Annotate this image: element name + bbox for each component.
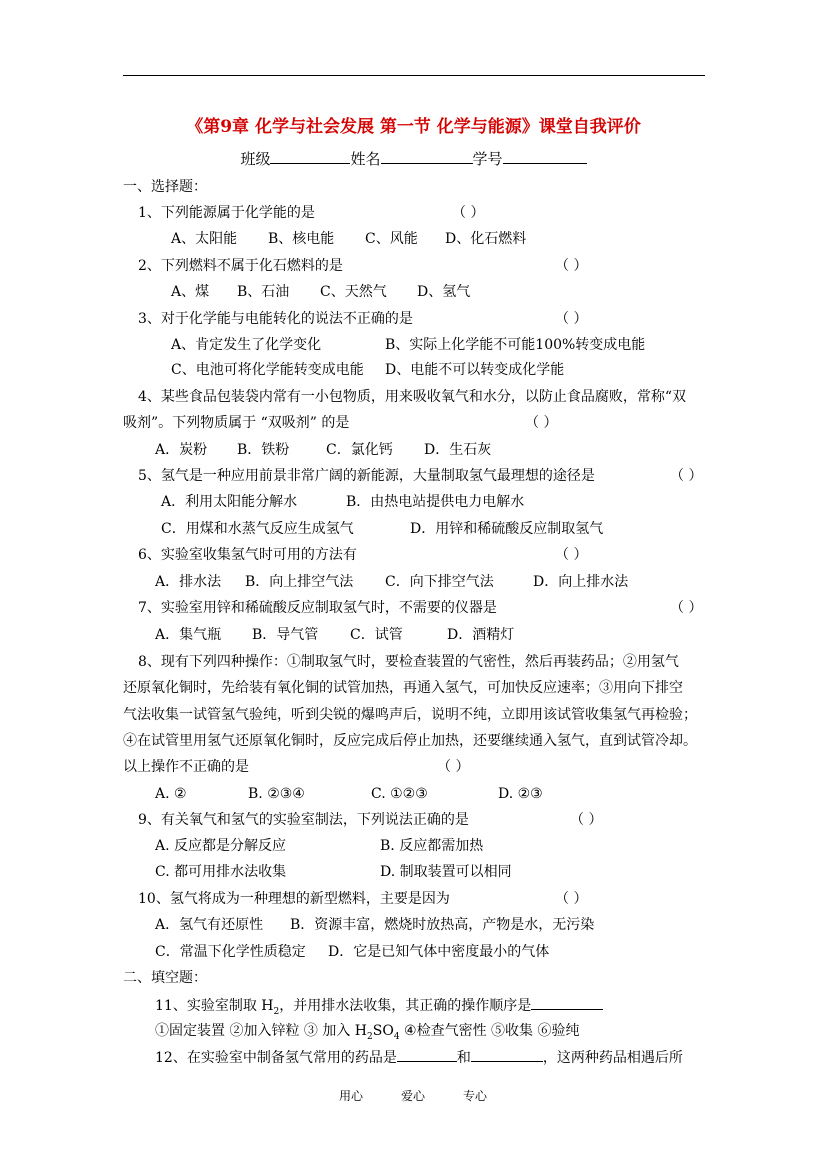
q2-option-b: B、石油 — [237, 284, 290, 300]
q9-option-a: A. 反应都是分解反应 — [155, 838, 287, 854]
question-5-paren: （ ） — [670, 468, 703, 484]
page-title: 《第9章 化学与社会发展 第一节 化学与能源》课堂自我评价 — [186, 117, 641, 137]
q7-option-b: B．导气管 — [252, 627, 319, 643]
section-choice: 一、选择题： — [123, 179, 207, 195]
q11-text-2: ，并用排水法收集，其正确的操作顺序是 — [279, 998, 532, 1014]
question-4-line-1: 4、某些食品包装袋内常有一小包物质，用来吸收氧气和水分，以防止食品腐败，常称“双 — [138, 389, 687, 405]
question-9: 9、有关氧气和氢气的实验室制法，下列说法正确的是 — [138, 812, 469, 828]
question-8-line-3: 气法收集一试管氢气验纯，听到尖锐的爆鸣声后，说明不纯，立即用该试管收集氢气再检验； — [123, 707, 697, 723]
q8-option-b: B. ②③④ — [248, 786, 305, 802]
q1-option-a: A、太阳能 — [171, 231, 238, 247]
question-2-paren: （ ） — [555, 258, 588, 274]
q6-option-c: C．向下排空气法 — [385, 574, 494, 590]
q5-option-a: A．利用太阳能分解水 — [161, 494, 298, 510]
q7-option-a: A．集气瓶 — [155, 627, 222, 643]
q3-option-c: C、电池可将化学能转变成电能 — [171, 362, 364, 378]
q9-option-b: B. 反应都需加热 — [380, 838, 484, 854]
q10-option-a: A．氢气有还原性 — [155, 917, 264, 933]
question-7-paren: （ ） — [670, 600, 703, 616]
q11-sub-2: 2 — [367, 1031, 373, 1042]
q11-options-3: ④检查气密性 ⑤收集 ⑥验纯 — [399, 1023, 580, 1039]
q2-option-d: D、氢气 — [417, 284, 471, 300]
q8-option-d: D. ②③ — [498, 786, 543, 802]
q8-option-c: C. ①②③ — [371, 786, 428, 802]
name-blank[interactable] — [381, 149, 473, 164]
q12-blank-1[interactable] — [397, 1047, 457, 1062]
q12-blank-2[interactable] — [471, 1047, 543, 1062]
question-3-paren: （ ） — [555, 311, 588, 327]
question-10: 10、氢气将成为一种理想的新型燃料，主要是因为 — [138, 891, 450, 907]
question-9-paren: （ ） — [570, 812, 603, 828]
q4-option-b: B．铁粉 — [237, 442, 290, 458]
footer-text-1: 用心 — [339, 1089, 364, 1103]
q3-option-d: D、电能不可以转变成化学能 — [385, 362, 565, 378]
q9-option-d: D. 制取装置可以相同 — [380, 864, 512, 880]
q7-option-c: C．试管 — [350, 627, 403, 643]
question-7: 7、实验室用锌和稀硫酸反应制取氢气时，不需要的仪器是 — [138, 600, 497, 616]
question-8-line-2: 还原氧化铜时，先给装有氧化铜的试管加热，再通入氢气，可加快反应速率；③用向下排空 — [123, 680, 683, 696]
q6-option-b: B．向上排空气法 — [245, 574, 354, 590]
q9-option-c: C. 都可用排水法收集 — [155, 864, 287, 880]
question-8-line-5: 以上操作不正确的是 — [123, 759, 249, 775]
q3-option-b: B、实际上化学能不可能100%转变成电能 — [385, 337, 646, 353]
question-10-paren: （ ） — [555, 891, 588, 907]
q3-option-a: A、肯定发生了化学变化 — [171, 337, 322, 353]
section-fill: 二、填空题： — [123, 970, 207, 986]
q5-option-c: C．用煤和水蒸气反应生成氢气 — [161, 521, 354, 537]
q2-option-c: C、天然气 — [320, 284, 387, 300]
q12-text-2: 和 — [456, 1050, 471, 1066]
q1-option-c: C、风能 — [365, 231, 418, 247]
q12-text-1: 12、在实验室中制备氢气常用的药品是 — [155, 1050, 397, 1066]
question-6-paren: （ ） — [555, 547, 588, 563]
id-label: 学号 — [472, 150, 503, 168]
question-1: 1、下列能源属于化学能的是 — [138, 205, 315, 221]
question-4-paren: （ ） — [525, 415, 558, 431]
class-blank[interactable] — [270, 149, 350, 164]
q12-text-3: ，这两种药品相遇后所 — [542, 1050, 683, 1066]
top-rule — [123, 75, 705, 76]
question-8-line-4: ④在试管里用氢气还原氧化铜时，反应完成后停止加热，还要继续通入氢气，直到试管冷却。 — [123, 733, 697, 749]
q7-option-d: D．酒精灯 — [447, 627, 515, 643]
q11-answer-blank[interactable] — [531, 995, 603, 1010]
footer-text-2: 爱心 — [401, 1089, 426, 1103]
question-4-line-2: 吸剂”。下列物质属于 “双吸剂” 的是 — [123, 415, 350, 431]
q4-option-c: C．氯化钙 — [326, 442, 393, 458]
name-label: 姓名 — [350, 150, 381, 168]
question-3: 3、对于化学能与电能转化的说法不正确的是 — [138, 311, 413, 327]
q10-option-d: D．它是已知气体中密度最小的气体 — [328, 944, 550, 960]
q4-option-a: A．炭粉 — [155, 442, 208, 458]
q10-option-b: B．资源丰富，燃烧时放热高，产物是水，无污染 — [290, 917, 595, 933]
question-5: 5、氢气是一种应用前景非常广阔的新能源，大量制取氢气最理想的途径是 — [138, 468, 595, 484]
question-11 — [155, 995, 603, 1022]
q1-option-d: D、化石燃料 — [445, 231, 527, 247]
footer-text-3: 专心 — [463, 1089, 488, 1103]
question-8-paren: （ ） — [437, 759, 470, 775]
q4-option-d: D．生石灰 — [424, 442, 492, 458]
q5-option-b: B．由热电站提供电力电解水 — [346, 494, 525, 510]
q11-options-1: ①固定装置 ②加入锌粒 ③ 加入 H — [155, 1023, 368, 1039]
question-8-line-1: 8、现有下列四种操作：①制取氢气时，要检查装置的气密性，然后再装药品；②用氢气 — [138, 654, 679, 670]
question-12 — [155, 1047, 683, 1068]
question-2: 2、下列燃料不属于化石燃料的是 — [138, 258, 343, 274]
class-label: 班级 — [240, 150, 271, 168]
q5-option-d: D．用锌和稀硫酸反应制取氢气 — [410, 521, 604, 537]
q11-sub: 2 — [273, 1006, 280, 1017]
q2-option-a: A、煤 — [171, 284, 210, 300]
question-1-paren: （ ） — [452, 205, 485, 221]
question-6: 6、实验室收集氢气时可用的方法有 — [138, 547, 357, 563]
q11-text-1: 11、实验室制取 H — [155, 998, 274, 1014]
q11-sub-4: 4 — [393, 1031, 400, 1042]
q11-options-2: SO — [372, 1023, 394, 1039]
q6-option-a: A．排水法 — [155, 574, 222, 590]
id-blank[interactable] — [503, 149, 587, 164]
question-11-options — [155, 1021, 579, 1047]
q10-option-c: C．常温下化学性质稳定 — [155, 944, 306, 960]
student-info-line — [0, 148, 827, 169]
q8-option-a: A. ② — [155, 786, 187, 802]
q6-option-d: D．向上排水法 — [533, 574, 629, 590]
q1-option-b: B、核电能 — [268, 231, 335, 247]
